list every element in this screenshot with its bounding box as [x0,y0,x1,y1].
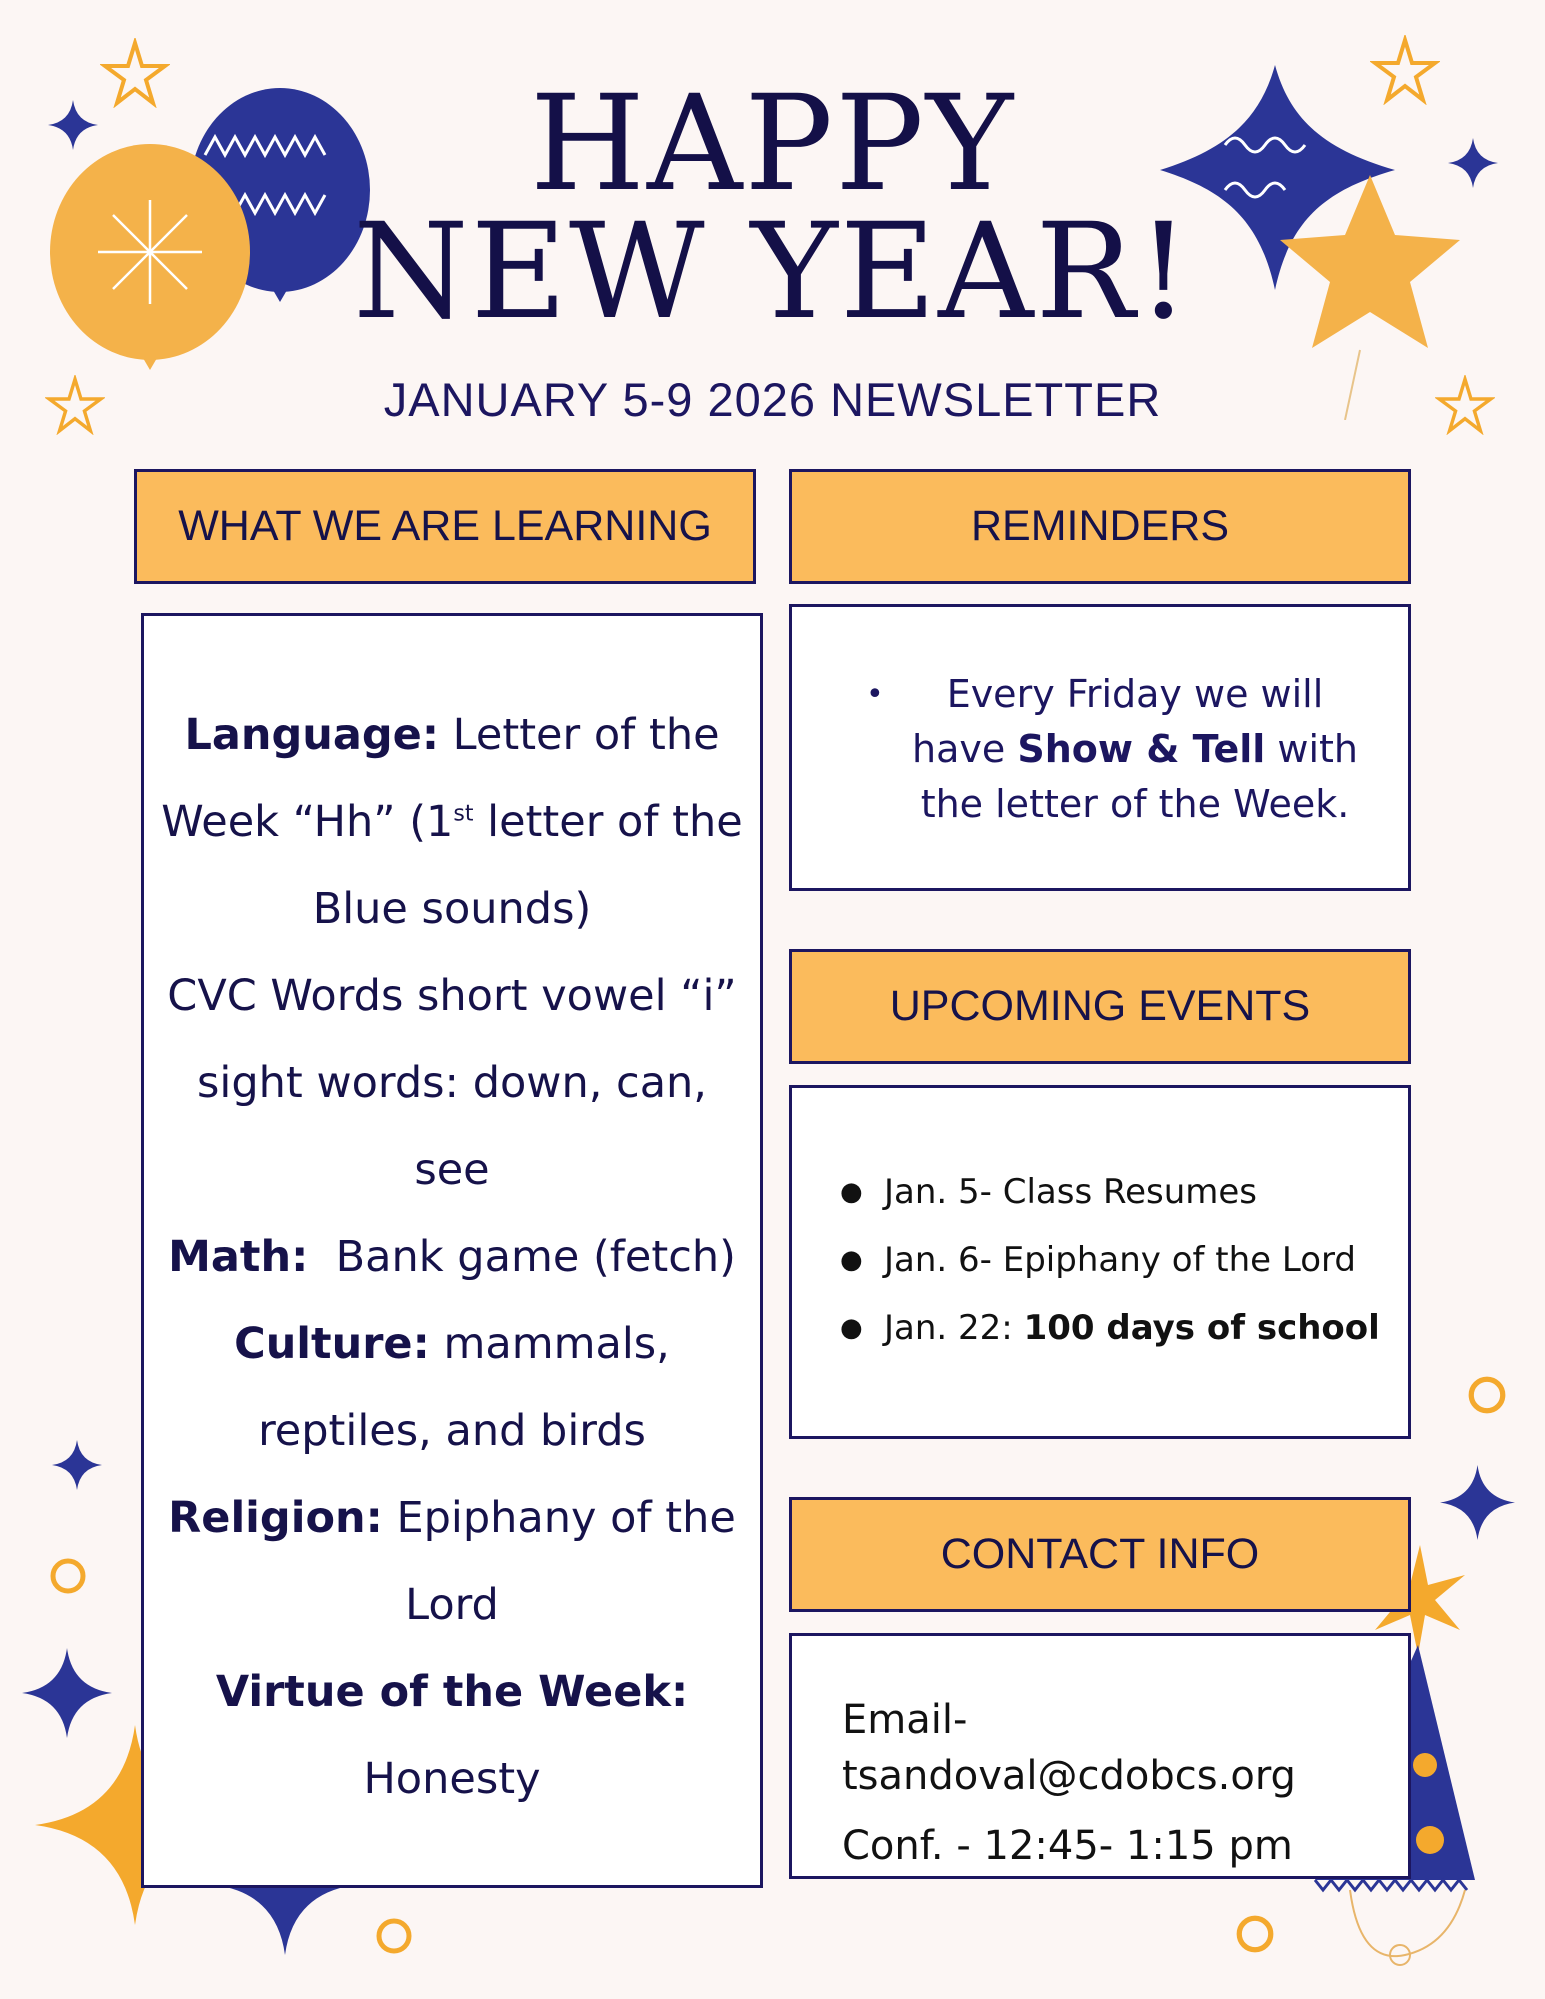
language-text-a: Letter of the Week “Hh” (1 [161,710,720,847]
language-text-b: letter of the Blue sounds) [312,797,743,934]
bullet-icon: • [866,677,884,712]
reminders-content [789,604,1411,891]
language-sup: st [453,801,474,827]
title-line-2: NEW YEAR! [353,195,1192,349]
language-paragraph [156,692,748,953]
reminder-text-bold: Show & Tell [1017,727,1266,771]
religion-label: Religion: [168,1493,383,1543]
religion-text: Epiphany of the Lord [382,1493,736,1630]
math-paragraph [156,1214,748,1301]
virtue-value: Honesty [363,1754,541,1804]
events-content [789,1085,1411,1439]
cvc-paragraph: CVC Words short vowel “i” sight words: down, can, see [167,971,737,1195]
event-text-a: Jan. 22: [884,1308,1024,1348]
contact-heading [789,1497,1411,1612]
learning-heading-label: WHAT WE ARE LEARNING [178,502,712,550]
conference-time: Conf. - 12:45- 1:15 pm [842,1823,1293,1869]
reminder-item [832,667,1368,832]
page-title [0,67,1545,349]
religion-paragraph [156,1475,748,1649]
email-label: Email- [842,1697,968,1743]
sparkle-icon [52,1440,102,1490]
event-item [840,1294,1408,1362]
events-heading-label: UPCOMING EVENTS [889,982,1311,1030]
virtue-label: Virtue of the Week: [215,1667,689,1717]
event-text-bold: 100 days of school [1023,1308,1380,1348]
virtue-paragraph [156,1649,748,1736]
event-text: Jan. 6- Epiphany of the Lord [884,1240,1356,1280]
events-list [840,1158,1408,1362]
culture-paragraph [156,1301,748,1475]
event-text: Jan. 5- Class Resumes [884,1172,1258,1212]
title-line-1: HAPPY [529,67,1016,221]
sparkle-icon [1440,1465,1515,1540]
circle-icon [374,1916,414,1956]
reminder-text-b: with the letter of the Week. [920,727,1358,826]
bullet-icon: ● [840,1245,863,1275]
event-item [840,1226,1408,1294]
math-label: Math: [168,1232,309,1282]
email-address[interactable]: tsandoval@cdobcs.org [842,1753,1296,1799]
bullet-icon: ● [840,1177,863,1207]
event-text [884,1294,1380,1362]
circle-icon [1466,1374,1508,1416]
language-label: Language: [184,710,440,760]
reminders-heading-label: REMINDERS [970,502,1230,550]
events-heading [789,949,1411,1064]
culture-text: mammals, reptiles, and birds [258,1319,670,1456]
circle-icon [1234,1913,1276,1955]
reminder-text-a: Every Friday we will have [912,672,1324,771]
culture-label: Culture: [234,1319,430,1369]
contact-heading-label: CONTACT INFO [940,1530,1260,1578]
reminders-heading [789,469,1411,584]
event-item [840,1158,1408,1226]
math-text: Bank game (fetch) [308,1232,736,1282]
circle-icon [48,1556,88,1596]
learning-content [141,613,763,1888]
reminder-text [902,667,1368,832]
learning-heading [134,469,756,584]
newsletter-subtitle: JANUARY 5-9 2026 NEWSLETTER [383,373,1162,426]
bullet-icon: ● [840,1313,863,1343]
contact-content [789,1633,1411,1879]
